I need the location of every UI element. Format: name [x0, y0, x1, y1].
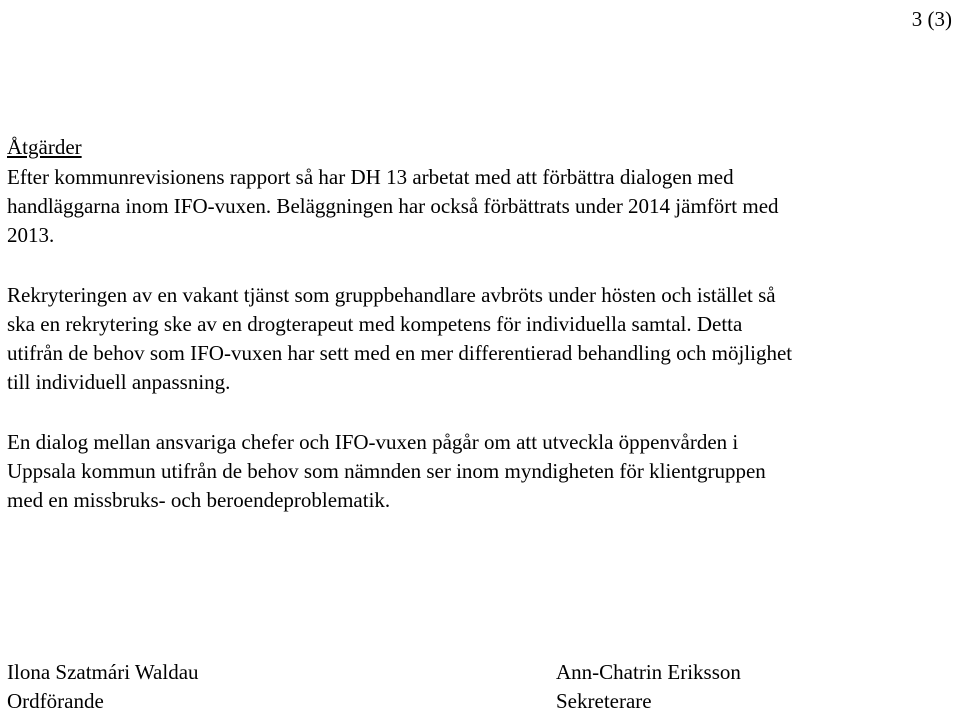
signatory-name: Ann-Chatrin Eriksson [556, 660, 741, 684]
paragraph-line: Efter kommunrevisionens rapport så har DH 13 arbetat med att förbättra dialogen med [7, 165, 734, 189]
signatory-title: Sekreterare [556, 689, 652, 713]
signatory-title: Ordförande [7, 689, 104, 713]
paragraph-line: Rekryteringen av en vakant tjänst som gruppbehandlare avbröts under hösten och istället så [7, 283, 776, 307]
paragraph-line: till individuell anpassning. [7, 370, 231, 394]
paragraph-line: handläggarna inom IFO-vuxen. Beläggningen har också förbättrats under 2014 jämfört med [7, 194, 779, 218]
paragraph-line: med en missbruks- och beroendeproblematik. [7, 488, 391, 512]
section-heading: Åtgärder [7, 135, 82, 159]
paragraph-line: ska en rekrytering ske av en drogterapeut med kompetens för individuella samtal. Detta [7, 312, 743, 336]
paragraph-line: En dialog mellan ansvariga chefer och IFO-vuxen pågår om att utveckla öppenvården i [7, 430, 739, 454]
page-number: 3 (3) [911, 7, 952, 31]
paragraph-line: utifrån de behov som IFO-vuxen har sett med en mer differentierad behandling och möjlighet [7, 341, 793, 365]
signatory-name: Ilona Szatmári Waldau [7, 660, 199, 684]
paragraph-line: Uppsala kommun utifrån de behov som nämnden ser inom myndigheten för klientgruppen [7, 459, 766, 483]
paragraph-line: 2013. [7, 223, 55, 247]
